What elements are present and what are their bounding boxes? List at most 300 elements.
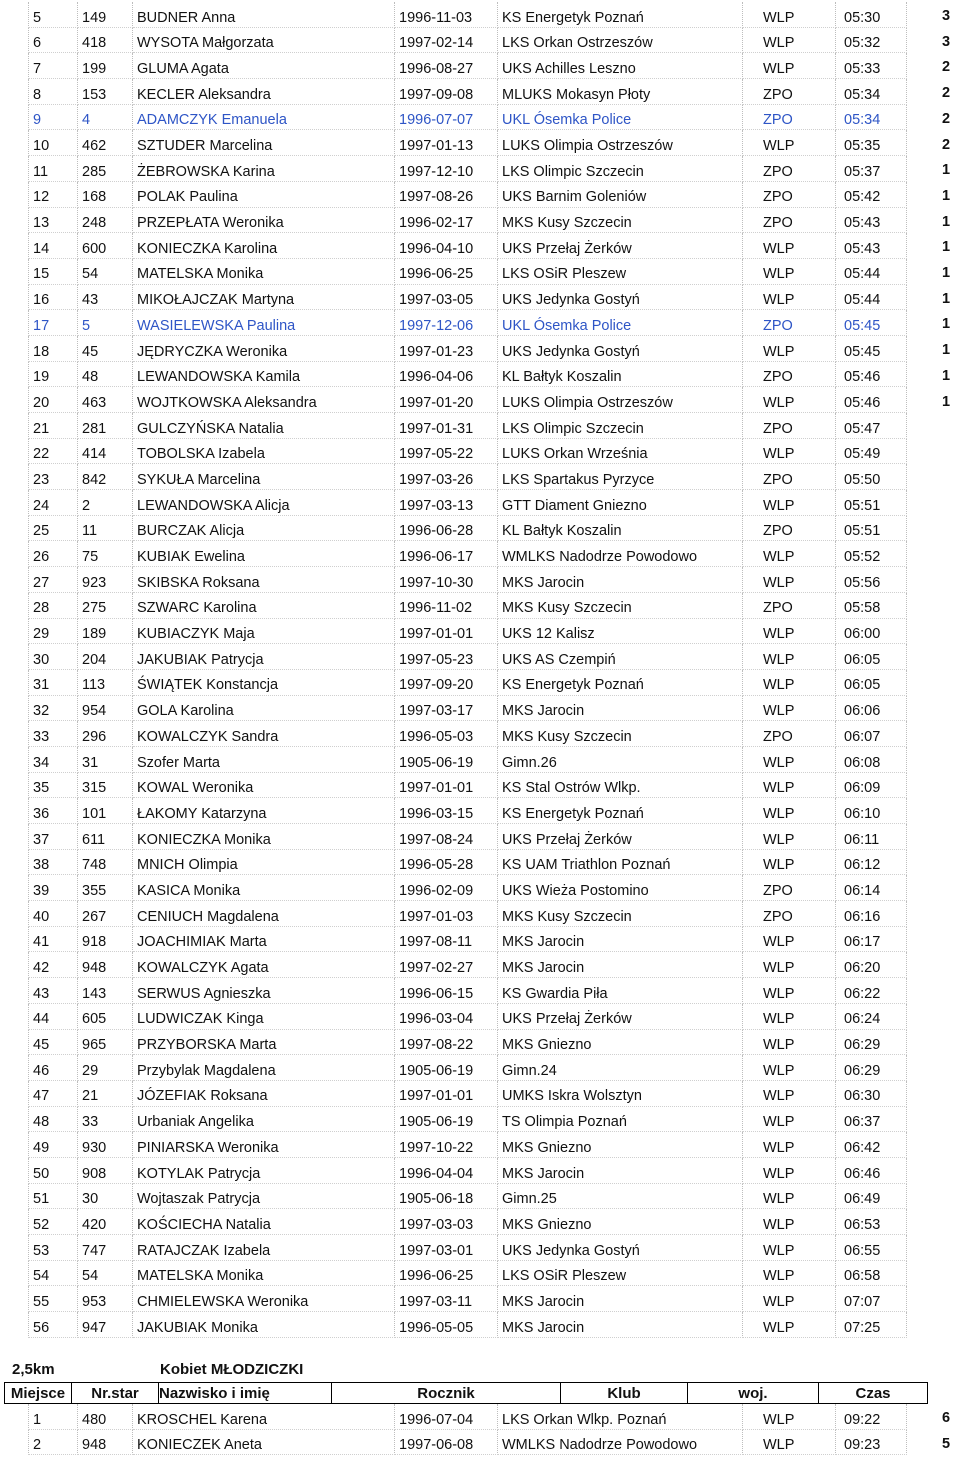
region-cell: WLP: [743, 695, 836, 721]
region-cell: ZPO: [743, 901, 836, 927]
start-number-cell: 11: [78, 515, 133, 541]
header-time: Czas: [819, 1383, 928, 1404]
club-cell: UKS Jedynka Gostyń: [498, 284, 743, 310]
time-cell: 06:30: [836, 1080, 907, 1106]
time-cell: 06:05: [836, 644, 907, 670]
category-title: Kobiet MŁODZICZKI: [160, 1361, 304, 1378]
place-cell: 9: [29, 104, 78, 130]
table-row: [29, 1404, 907, 1429]
club-cell: KS Energetyk Poznań: [498, 798, 743, 824]
table-row: [29, 515, 907, 541]
athlete-name-cell: SYKUŁA Marcelina: [133, 464, 395, 490]
time-cell: 06:07: [836, 721, 907, 747]
place-cell: 33: [29, 721, 78, 747]
club-cell: WMLKS Nadodrze Powodowo: [498, 1429, 743, 1455]
table-row: [29, 618, 907, 644]
table-row: [29, 438, 907, 464]
place-cell: 48: [29, 1106, 78, 1132]
region-cell: WLP: [743, 644, 836, 670]
points-value: 3: [942, 8, 951, 24]
place-cell: 17: [29, 310, 78, 336]
athlete-name-cell: SERWUS Agnieszka: [133, 978, 395, 1004]
birth-date-cell: 1996-05-03: [395, 721, 498, 747]
table-row: [29, 53, 907, 79]
place-cell: 37: [29, 824, 78, 850]
table-row: [29, 669, 907, 695]
birth-date-cell: 1997-01-03: [395, 901, 498, 927]
points-value: 1: [942, 367, 951, 384]
club-cell: MKS Jarocin: [498, 1157, 743, 1183]
club-cell: UKS Wieża Postomino: [498, 875, 743, 901]
birth-date-cell: 1996-11-02: [395, 592, 498, 618]
club-cell: GTT Diament Gniezno: [498, 490, 743, 516]
region-cell: WLP: [743, 1312, 836, 1338]
time-cell: 06:42: [836, 1132, 907, 1158]
club-cell: MKS Gniezno: [498, 1132, 743, 1158]
place-cell: 16: [29, 284, 78, 310]
athlete-name-cell: JOACHIMIAK Marta: [133, 926, 395, 952]
table-row: [29, 387, 907, 413]
start-number-cell: 4: [78, 104, 133, 130]
club-cell: Gimn.25: [498, 1183, 743, 1209]
points-value: 2: [942, 110, 951, 127]
start-number-cell: 948: [78, 952, 133, 978]
section2-table-body: [29, 1404, 907, 1455]
points-value: 1: [942, 162, 951, 179]
athlete-name-cell: WASIELEWSKA Paulina: [133, 310, 395, 336]
start-number-cell: 420: [78, 1209, 133, 1235]
table-row: [29, 1209, 907, 1235]
region-cell: WLP: [743, 824, 836, 850]
birth-date-cell: 1996-02-09: [395, 875, 498, 901]
region-cell: ZPO: [743, 361, 836, 387]
time-cell: 06:12: [836, 849, 907, 875]
time-cell: 05:46: [836, 361, 907, 387]
start-number-cell: 143: [78, 978, 133, 1004]
club-cell: UKS Jedynka Gostyń: [498, 335, 743, 361]
place-cell: 47: [29, 1080, 78, 1106]
birth-date-cell: 1905-06-18: [395, 1183, 498, 1209]
athlete-name-cell: GULCZYŃSKA Natalia: [133, 413, 395, 439]
place-cell: 18: [29, 335, 78, 361]
place-cell: 1: [29, 1404, 78, 1429]
club-cell: LUKS Olimpia Ostrzeszów: [498, 387, 743, 413]
table-row: [29, 772, 907, 798]
time-cell: 06:29: [836, 1029, 907, 1055]
time-cell: 05:50: [836, 464, 907, 490]
region-cell: WLP: [743, 27, 836, 53]
club-cell: KS Energetyk Poznań: [498, 669, 743, 695]
time-cell: 06:29: [836, 1055, 907, 1081]
region-cell: WLP: [743, 2, 836, 27]
start-number-cell: 75: [78, 541, 133, 567]
athlete-name-cell: WOJTKOWSKA Aleksandra: [133, 387, 395, 413]
club-cell: MLUKS Mokasyn Płoty: [498, 79, 743, 105]
birth-date-cell: 1997-03-03: [395, 1209, 498, 1235]
start-number-cell: 168: [78, 181, 133, 207]
place-cell: 35: [29, 772, 78, 798]
athlete-name-cell: Przybylak Magdalena: [133, 1055, 395, 1081]
club-cell: KS Gwardia Piła: [498, 978, 743, 1004]
club-cell: LKS Olimpic Szczecin: [498, 413, 743, 439]
time-cell: 06:00: [836, 618, 907, 644]
place-cell: 51: [29, 1183, 78, 1209]
time-cell: 06:46: [836, 1157, 907, 1183]
table-row: [29, 1286, 907, 1312]
birth-date-cell: 1997-03-17: [395, 695, 498, 721]
table-row: [29, 1003, 907, 1029]
athlete-name-cell: MNICH Olimpia: [133, 849, 395, 875]
table-row: [29, 490, 907, 516]
birth-date-cell: 1996-03-15: [395, 798, 498, 824]
birth-date-cell: 1996-02-17: [395, 207, 498, 233]
club-cell: UKL Ósemka Police: [498, 104, 743, 130]
time-cell: 06:37: [836, 1106, 907, 1132]
time-cell: 05:51: [836, 490, 907, 516]
table-row: [29, 721, 907, 747]
table-row: [29, 824, 907, 850]
birth-date-cell: 1997-01-01: [395, 618, 498, 644]
time-cell: 05:52: [836, 541, 907, 567]
place-cell: 36: [29, 798, 78, 824]
club-cell: UKS 12 Kalisz: [498, 618, 743, 644]
birth-date-cell: 1997-02-14: [395, 27, 498, 53]
club-cell: LKS Orkan Ostrzeszów: [498, 27, 743, 53]
birth-date-cell: 1997-05-23: [395, 644, 498, 670]
region-cell: WLP: [743, 772, 836, 798]
club-cell: LKS Olimpic Szczecin: [498, 156, 743, 182]
club-cell: Gimn.26: [498, 746, 743, 772]
birth-date-cell: 1997-12-10: [395, 156, 498, 182]
athlete-name-cell: LEWANDOWSKA Alicja: [133, 490, 395, 516]
start-number-cell: 747: [78, 1235, 133, 1261]
table-row: [29, 926, 907, 952]
athlete-name-cell: RATAJCZAK Izabela: [133, 1235, 395, 1261]
athlete-name-cell: KUBIAK Ewelina: [133, 541, 395, 567]
athlete-name-cell: PINIARSKA Weronika: [133, 1132, 395, 1158]
club-cell: LKS Orkan Wlkp. Poznań: [498, 1404, 743, 1429]
place-cell: 55: [29, 1286, 78, 1312]
region-cell: WLP: [743, 53, 836, 79]
results-table: [28, 2, 907, 1338]
athlete-name-cell: KOWALCZYK Sandra: [133, 721, 395, 747]
start-number-cell: 267: [78, 901, 133, 927]
start-number-cell: 480: [78, 1404, 133, 1429]
club-cell: LKS OSiR Pleszew: [498, 1260, 743, 1286]
birth-date-cell: 1996-07-07: [395, 104, 498, 130]
start-number-cell: 930: [78, 1132, 133, 1158]
club-cell: TS Olimpia Poznań: [498, 1106, 743, 1132]
club-cell: MKS Kusy Szczecin: [498, 207, 743, 233]
table-row: [29, 1132, 907, 1158]
birth-date-cell: 1905-06-19: [395, 1055, 498, 1081]
region-cell: WLP: [743, 798, 836, 824]
region-cell: WLP: [743, 387, 836, 413]
birth-date-cell: 1997-03-26: [395, 464, 498, 490]
place-cell: 42: [29, 952, 78, 978]
points-value: 1: [942, 393, 951, 410]
athlete-name-cell: Szofer Marta: [133, 746, 395, 772]
birth-date-cell: 1997-01-20: [395, 387, 498, 413]
start-number-cell: 954: [78, 695, 133, 721]
birth-date-cell: 1996-03-04: [395, 1003, 498, 1029]
club-cell: MKS Kusy Szczecin: [498, 721, 743, 747]
start-number-cell: 31: [78, 746, 133, 772]
birth-date-cell: 1905-06-19: [395, 1106, 498, 1132]
place-cell: 28: [29, 592, 78, 618]
athlete-name-cell: BURCZAK Alicja: [133, 515, 395, 541]
table-row: [29, 413, 907, 439]
club-cell: MKS Jarocin: [498, 567, 743, 593]
birth-date-cell: 1997-01-01: [395, 1080, 498, 1106]
athlete-name-cell: JAKUBIAK Monika: [133, 1312, 395, 1338]
start-number-cell: 462: [78, 130, 133, 156]
header-place: Miejsce: [5, 1383, 72, 1404]
points-value: 1: [942, 239, 951, 256]
birth-date-cell: 1997-08-22: [395, 1029, 498, 1055]
time-cell: 05:47: [836, 413, 907, 439]
time-cell: 05:51: [836, 515, 907, 541]
club-cell: MKS Gniezno: [498, 1209, 743, 1235]
points-value: 2: [942, 59, 951, 76]
place-cell: 54: [29, 1260, 78, 1286]
start-number-cell: 189: [78, 618, 133, 644]
start-number-cell: 54: [78, 258, 133, 284]
time-cell: 05:34: [836, 104, 907, 130]
athlete-name-cell: TOBOLSKA Izabela: [133, 438, 395, 464]
athlete-name-cell: CENIUCH Magdalena: [133, 901, 395, 927]
start-number-cell: 21: [78, 1080, 133, 1106]
time-cell: 05:49: [836, 438, 907, 464]
start-number-cell: 418: [78, 27, 133, 53]
athlete-name-cell: KOTYLAK Patrycja: [133, 1157, 395, 1183]
place-cell: 10: [29, 130, 78, 156]
table-row: [29, 464, 907, 490]
place-cell: 13: [29, 207, 78, 233]
time-cell: 06:06: [836, 695, 907, 721]
start-number-cell: 355: [78, 875, 133, 901]
region-cell: ZPO: [743, 592, 836, 618]
club-cell: KS Stal Ostrów Wlkp.: [498, 772, 743, 798]
table-row: [29, 258, 907, 284]
points-value: 6: [942, 1410, 951, 1426]
place-cell: 43: [29, 978, 78, 1004]
region-cell: WLP: [743, 258, 836, 284]
birth-date-cell: 1997-03-13: [395, 490, 498, 516]
club-cell: MKS Jarocin: [498, 1286, 743, 1312]
athlete-name-cell: LUDWICZAK Kinga: [133, 1003, 395, 1029]
start-number-cell: 748: [78, 849, 133, 875]
birth-date-cell: 1996-04-10: [395, 233, 498, 259]
birth-date-cell: 1997-01-13: [395, 130, 498, 156]
place-cell: 45: [29, 1029, 78, 1055]
header-year: Rocznik: [332, 1383, 561, 1404]
time-cell: 06:24: [836, 1003, 907, 1029]
region-cell: WLP: [743, 1106, 836, 1132]
start-number-cell: 113: [78, 669, 133, 695]
club-cell: UKS Przełaj Żerków: [498, 824, 743, 850]
club-cell: LKS Spartakus Pyrzyce: [498, 464, 743, 490]
athlete-name-cell: GLUMA Agata: [133, 53, 395, 79]
birth-date-cell: 1996-04-04: [395, 1157, 498, 1183]
start-number-cell: 5: [78, 310, 133, 336]
start-number-cell: 918: [78, 926, 133, 952]
athlete-name-cell: MATELSKA Monika: [133, 1260, 395, 1286]
place-cell: 2: [29, 1429, 78, 1455]
athlete-name-cell: KONIECZKA Karolina: [133, 233, 395, 259]
place-cell: 39: [29, 875, 78, 901]
time-cell: 06:22: [836, 978, 907, 1004]
athlete-name-cell: MATELSKA Monika: [133, 258, 395, 284]
athlete-name-cell: KOŚCIECHA Natalia: [133, 1209, 395, 1235]
club-cell: KS Energetyk Poznań: [498, 2, 743, 27]
place-cell: 20: [29, 387, 78, 413]
place-cell: 19: [29, 361, 78, 387]
time-cell: 06:53: [836, 1209, 907, 1235]
section2-results-table: [28, 1404, 907, 1455]
time-cell: 05:35: [836, 130, 907, 156]
time-cell: 09:23: [836, 1429, 907, 1455]
region-cell: ZPO: [743, 515, 836, 541]
start-number-cell: 463: [78, 387, 133, 413]
place-cell: 53: [29, 1235, 78, 1261]
time-cell: 06:58: [836, 1260, 907, 1286]
region-cell: WLP: [743, 490, 836, 516]
time-cell: 05:43: [836, 207, 907, 233]
points-value: 1: [942, 213, 951, 230]
birth-date-cell: 1996-05-05: [395, 1312, 498, 1338]
place-cell: 30: [29, 644, 78, 670]
region-cell: WLP: [743, 1157, 836, 1183]
birth-date-cell: 1997-03-11: [395, 1286, 498, 1312]
region-cell: ZPO: [743, 104, 836, 130]
table-row: [29, 644, 907, 670]
points-value: 1: [942, 316, 951, 333]
club-cell: MKS Kusy Szczecin: [498, 901, 743, 927]
birth-date-cell: 1997-02-27: [395, 952, 498, 978]
place-cell: 50: [29, 1157, 78, 1183]
time-cell: 05:37: [836, 156, 907, 182]
place-cell: 34: [29, 746, 78, 772]
table-row: [29, 1235, 907, 1261]
region-cell: ZPO: [743, 181, 836, 207]
start-number-cell: 296: [78, 721, 133, 747]
place-cell: 44: [29, 1003, 78, 1029]
start-number-cell: 315: [78, 772, 133, 798]
birth-date-cell: 1996-11-03: [395, 2, 498, 27]
start-number-cell: 908: [78, 1157, 133, 1183]
place-cell: 7: [29, 53, 78, 79]
points-value: 5: [942, 1435, 951, 1452]
table-row: [29, 79, 907, 105]
athlete-name-cell: PRZYBORSKA Marta: [133, 1029, 395, 1055]
results-table-body: [29, 2, 907, 1337]
place-cell: 5: [29, 2, 78, 27]
table-row: [29, 104, 907, 130]
start-number-cell: 965: [78, 1029, 133, 1055]
time-cell: 05:44: [836, 284, 907, 310]
birth-date-cell: 1996-06-28: [395, 515, 498, 541]
start-number-cell: 45: [78, 335, 133, 361]
club-cell: UKS Barnim Goleniów: [498, 181, 743, 207]
place-cell: 11: [29, 156, 78, 182]
start-number-cell: 29: [78, 1055, 133, 1081]
birth-date-cell: 1997-12-06: [395, 310, 498, 336]
time-cell: 09:22: [836, 1404, 907, 1429]
place-cell: 6: [29, 27, 78, 53]
place-cell: 31: [29, 669, 78, 695]
club-cell: MKS Jarocin: [498, 952, 743, 978]
region-cell: WLP: [743, 1055, 836, 1081]
athlete-name-cell: SZWARC Karolina: [133, 592, 395, 618]
points-value: 1: [942, 187, 951, 204]
region-cell: WLP: [743, 233, 836, 259]
category-distance: 2,5km: [12, 1361, 55, 1378]
region-cell: WLP: [743, 618, 836, 644]
time-cell: 07:07: [836, 1286, 907, 1312]
region-cell: WLP: [743, 1429, 836, 1455]
athlete-name-cell: KUBIACZYK Maja: [133, 618, 395, 644]
athlete-name-cell: PRZEPŁATA Weronika: [133, 207, 395, 233]
time-cell: 06:16: [836, 901, 907, 927]
place-cell: 40: [29, 901, 78, 927]
time-cell: 05:33: [836, 53, 907, 79]
region-cell: WLP: [743, 1235, 836, 1261]
start-number-cell: 281: [78, 413, 133, 439]
table-row: [29, 541, 907, 567]
place-cell: 8: [29, 79, 78, 105]
start-number-cell: 947: [78, 1312, 133, 1338]
region-cell: ZPO: [743, 156, 836, 182]
start-number-cell: 600: [78, 233, 133, 259]
header-name: Nazwisko i imię: [159, 1383, 332, 1404]
club-cell: WMLKS Nadodrze Powodowo: [498, 541, 743, 567]
club-cell: UKL Ósemka Police: [498, 310, 743, 336]
birth-date-cell: 1905-06-19: [395, 746, 498, 772]
start-number-cell: 285: [78, 156, 133, 182]
place-cell: 32: [29, 695, 78, 721]
birth-date-cell: 1997-09-08: [395, 79, 498, 105]
club-cell: LKS OSiR Pleszew: [498, 258, 743, 284]
time-cell: 06:17: [836, 926, 907, 952]
region-cell: WLP: [743, 746, 836, 772]
athlete-name-cell: ADAMCZYK Emanuela: [133, 104, 395, 130]
section-header-table: [4, 1382, 928, 1404]
place-cell: 14: [29, 233, 78, 259]
start-number-cell: 204: [78, 644, 133, 670]
region-cell: WLP: [743, 1080, 836, 1106]
region-cell: WLP: [743, 1183, 836, 1209]
club-cell: UKS Achilles Leszno: [498, 53, 743, 79]
athlete-name-cell: KASICA Monika: [133, 875, 395, 901]
time-cell: 06:20: [836, 952, 907, 978]
place-cell: 25: [29, 515, 78, 541]
place-cell: 46: [29, 1055, 78, 1081]
points-value: 2: [942, 85, 951, 102]
start-number-cell: 199: [78, 53, 133, 79]
place-cell: 15: [29, 258, 78, 284]
athlete-name-cell: KECLER Aleksandra: [133, 79, 395, 105]
start-number-cell: 149: [78, 2, 133, 27]
athlete-name-cell: JÓZEFIAK Roksana: [133, 1080, 395, 1106]
club-cell: MKS Jarocin: [498, 926, 743, 952]
birth-date-cell: 1997-08-24: [395, 824, 498, 850]
start-number-cell: 605: [78, 1003, 133, 1029]
start-number-cell: 275: [78, 592, 133, 618]
place-cell: 12: [29, 181, 78, 207]
region-cell: WLP: [743, 1029, 836, 1055]
place-cell: 29: [29, 618, 78, 644]
